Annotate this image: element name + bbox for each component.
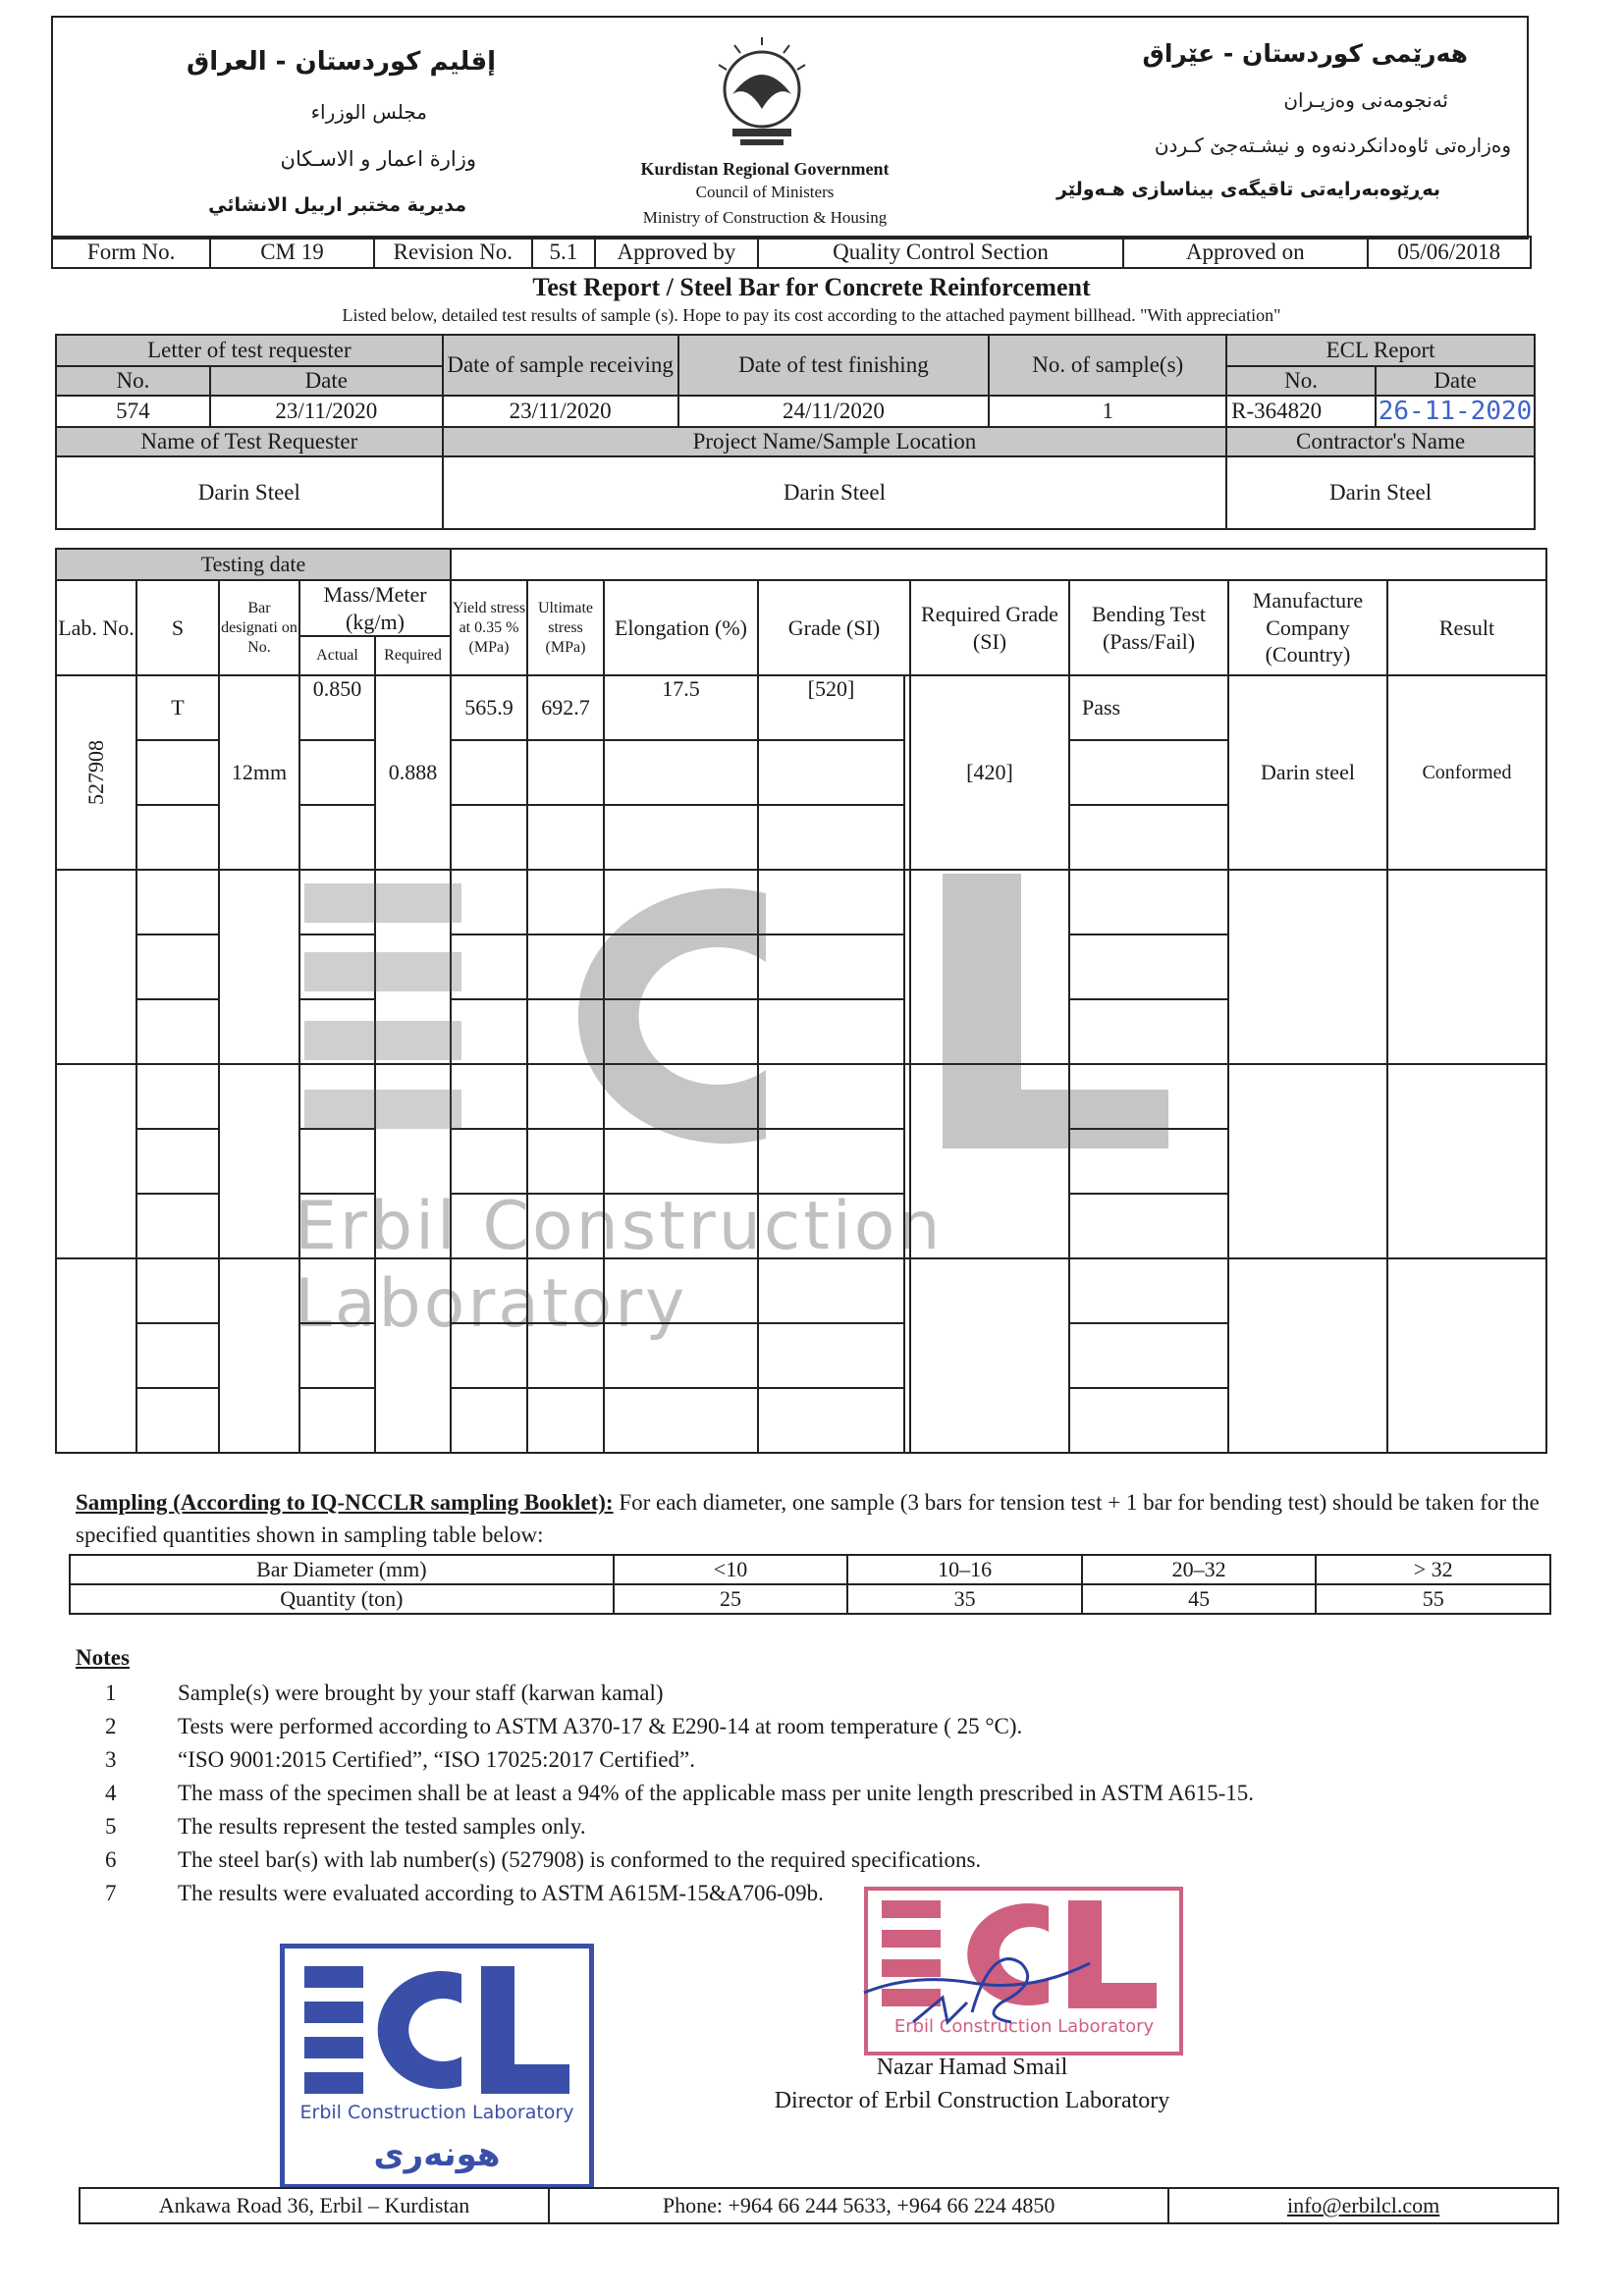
contractor-header: Contractor's Name: [1226, 427, 1535, 456]
lab-no-value: 527908: [83, 740, 108, 805]
empty-cell: [299, 740, 375, 805]
project-value: Darin Steel: [443, 456, 1226, 529]
letter-no-value: 574: [56, 396, 210, 427]
required-grade-header: Required Grade (SI): [910, 580, 1069, 675]
empty-row: [56, 870, 1546, 934]
ecl-no-header: No.: [1226, 366, 1376, 396]
footer-email-link[interactable]: info@erbilcl.com: [1168, 2188, 1558, 2223]
letter-date-value: 23/11/2020: [210, 396, 443, 427]
yield-header: Yield stress at 0.35 % (MPa): [451, 580, 527, 675]
empty-row: [56, 1064, 1546, 1129]
report-title: Test Report / Steel Bar for Concrete Reinforcement: [532, 273, 1091, 301]
manufacture-value: Darin steel: [1228, 675, 1387, 870]
sampling-heading: Sampling (According to IQ-NCCLR sampling Booklet):: [76, 1490, 614, 1515]
approved-by-value: Quality Control Section: [758, 237, 1123, 268]
num-samples-value: 1: [989, 396, 1226, 427]
s-header: S: [136, 580, 219, 675]
report-subtitle: Listed below, detailed test results of sample (s). Hope to pay its cost according to the attached payment billhead. "With appreciation": [342, 305, 1281, 325]
english-ministry: Ministry of Construction & Housing: [642, 208, 888, 227]
grade-value: [520]: [758, 675, 904, 740]
letter-header: Letter of test requester: [56, 335, 443, 366]
krg-emblem-icon: [703, 35, 821, 163]
sampling-body: For each diameter, one sample (3 bars for tension test + 1 bar for bending test) should be taken for the specified quantities shown in sampling table below:: [76, 1490, 1540, 1548]
ecl-date-header: Date: [1376, 366, 1535, 396]
note-item: 6 The steel bar(s) with lab number(s) (527908) is conformed to the required specifications.: [105, 1847, 982, 1872]
request-info-table: [55, 334, 1536, 530]
signatory-name: Nazar Hamad Smail: [876, 2055, 1068, 2080]
note-item: 5 The results represent the tested samples only.: [105, 1814, 586, 1839]
mass-meter-header: Mass/Meter (kg/m): [299, 580, 451, 636]
blue-stamp-text: Erbil Construction Laboratory: [299, 2102, 574, 2123]
empty-cell: [758, 805, 904, 870]
s-value: T: [136, 675, 219, 740]
requester-name-value: Darin Steel: [56, 456, 443, 529]
sampling-text: [76, 1486, 1548, 1552]
grade-header: Grade (SI): [758, 580, 910, 675]
actual-header: Actual: [299, 636, 375, 675]
arabic-directorate: مديرية مختبر اربيل الانشائي: [208, 194, 466, 216]
notes-section: [76, 1645, 1548, 1910]
quantity-4: 55: [1316, 1584, 1550, 1614]
testing-date-value: [451, 549, 1546, 580]
lab-no-header: Lab. No.: [56, 580, 136, 675]
bending-value: Pass: [1069, 675, 1228, 740]
revision-value: 5.1: [532, 237, 595, 268]
note-item: 1 Sample(s) were brought by your staff (karwan kamal): [105, 1681, 664, 1705]
form-info-row: [51, 236, 1532, 269]
empty-cell: [451, 740, 527, 805]
note-item: 7 The results were evaluated according to ASTM A615M-15&A706-09b.: [105, 1881, 824, 1905]
arabic-region: إقليم كوردستان - العراق: [186, 47, 496, 77]
revision-label: Revision No.: [374, 237, 532, 268]
manufacture-header: Manufacture Company (Country): [1228, 580, 1387, 675]
num-samples-header: No. of sample(s): [989, 335, 1226, 396]
quantity-3: 45: [1082, 1584, 1317, 1614]
ecl-blue-stamp: [280, 1944, 594, 2189]
empty-cell: [136, 805, 219, 870]
signature-scribble-icon: [854, 1924, 1109, 2042]
empty-cell: [527, 740, 604, 805]
quantity-1: 25: [614, 1584, 848, 1614]
blue-stamp-kurdish: هونەری: [373, 2135, 501, 2174]
kurdish-region: هەرێمی کوردستان - عێراق: [1142, 39, 1468, 68]
note-item: 2 Tests were performed according to ASTM A370-17 & E290-14 at room temperature ( 25 °C).: [105, 1714, 1023, 1738]
arabic-council: مجلس الوزراء: [310, 100, 427, 124]
bending-header: Bending Test (Pass/Fail): [1069, 580, 1228, 675]
sampling-table: [69, 1554, 1551, 1615]
elongation-value: 17.5: [604, 675, 758, 740]
required-grade-value: [420]: [910, 675, 1069, 870]
diameter-2: 10–16: [847, 1555, 1082, 1584]
watermark-text: Erbil Construction Laboratory: [295, 1188, 944, 1343]
english-gov: Kurdistan Regional Government: [640, 159, 890, 179]
requester-name-header: Name of Test Requester: [56, 427, 443, 456]
arabic-ministry: وزارة اعمار و الاسـكان: [280, 147, 476, 171]
kurdish-council: ئەنجومەنی وەزیـران: [1283, 88, 1448, 112]
date-finishing-value: 24/11/2020: [678, 396, 990, 427]
ultimate-header: Ultimate stress (MPa): [527, 580, 604, 675]
date-receiving-header: Date of sample receiving: [443, 335, 678, 396]
ecl-report-header: ECL Report: [1226, 335, 1535, 366]
yield-value: 565.9: [451, 675, 527, 740]
letter-no-header: No.: [56, 366, 210, 396]
approved-on-label: Approved on: [1123, 237, 1368, 268]
date-receiving-value: 23/11/2020: [443, 396, 678, 427]
empty-cell: [604, 805, 758, 870]
empty-cell: [604, 740, 758, 805]
lab-no-cell: [56, 675, 136, 870]
quantity-2: 35: [847, 1584, 1082, 1614]
notes-heading: Notes: [76, 1645, 130, 1670]
date-finishing-header: Date of test finishing: [678, 335, 990, 396]
empty-cell: [136, 740, 219, 805]
ultimate-value: 692.7: [527, 675, 604, 740]
elongation-header: Elongation (%): [604, 580, 758, 675]
quantity-label: Quantity (ton): [70, 1584, 614, 1614]
contractor-value: Darin Steel: [1226, 456, 1535, 529]
diameter-3: 20–32: [1082, 1555, 1317, 1584]
diameter-label: Bar Diameter (mm): [70, 1555, 614, 1584]
bar-value: 12mm: [219, 675, 299, 870]
ecl-no-value: R-364820: [1226, 396, 1376, 427]
diameter-4: > 32: [1316, 1555, 1550, 1584]
result-value: Conformed: [1387, 675, 1546, 870]
note-item: 4 The mass of the specimen shall be at least a 94% of the applicable mass per unite length prescribed in ASTM A615-15.: [105, 1781, 1255, 1805]
results-table: [55, 548, 1547, 1454]
letterhead: [51, 16, 1529, 240]
empty-row: [56, 1258, 1546, 1323]
ecl-date-stamp: 26-11-2020: [1376, 396, 1535, 427]
note-item: 3 “ISO 9001:2015 Certified”, “ISO 17025:2017 Certified”.: [105, 1747, 695, 1772]
ecl-stamp-logo-icon: [304, 1966, 569, 2094]
bar-designation-header: Bar designati on No.: [219, 580, 299, 675]
red-stamp-text: Erbil Construction Laboratory: [893, 2016, 1155, 2037]
approved-by-label: Approved by: [595, 237, 758, 268]
diameter-1: <10: [614, 1555, 848, 1584]
footer-address: Ankawa Road 36, Erbil – Kurdistan: [80, 2188, 549, 2223]
footer: [79, 2187, 1559, 2224]
english-council: Council of Ministers: [695, 183, 835, 201]
form-no-label: Form No.: [52, 237, 210, 268]
empty-cell: [299, 805, 375, 870]
result-header: Result: [1387, 580, 1546, 675]
testing-date-header: Testing date: [56, 549, 451, 580]
form-no-value: CM 19: [210, 237, 373, 268]
kurdish-directorate: بەڕێوەبەرایەتی تاقیگەی بیناسازی هـەولێر: [1056, 179, 1440, 200]
empty-cell: [1069, 805, 1228, 870]
approved-on-value: 05/06/2018: [1368, 237, 1531, 268]
signatory-title: Director of Erbil Construction Laboratory: [774, 2088, 1170, 2113]
actual-value: 0.850: [299, 675, 375, 740]
empty-cell: [451, 805, 527, 870]
empty-cell: [758, 740, 904, 805]
letter-date-header: Date: [210, 366, 443, 396]
footer-phone: Phone: +964 66 244 5633, +964 66 224 4850: [549, 2188, 1168, 2223]
empty-cell: [1069, 740, 1228, 805]
required-mass-value: 0.888: [375, 675, 451, 870]
required-header: Required: [375, 636, 451, 675]
kurdish-ministry: وەزارەتی ئاوەدانکردنەوە و نیشـتەجێ کـردن: [1154, 133, 1511, 157]
empty-cell: [527, 805, 604, 870]
project-header: Project Name/Sample Location: [443, 427, 1226, 456]
